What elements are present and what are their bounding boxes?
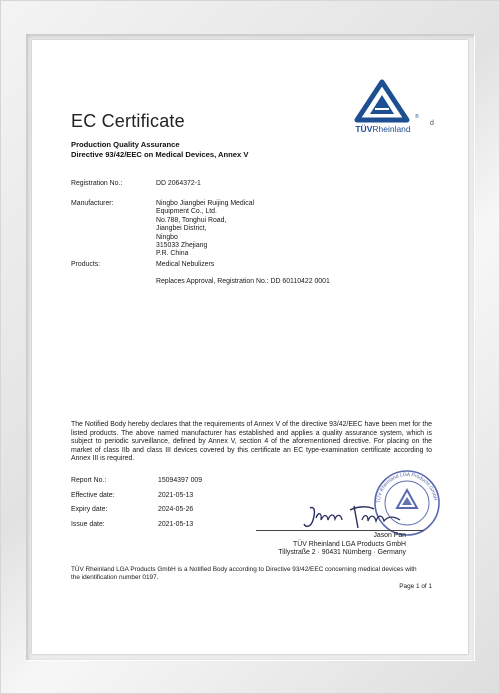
signer-organization: TÜV Rheinland LGA Products GmbH [293,540,406,548]
report-label: Report No.: [71,477,107,484]
certificate-subtitle [71,140,248,160]
brand-light: Rheinland [372,124,411,134]
effective-date-value: 2021-05-13 [158,492,194,499]
manufacturer-line: 315033 Zhejiang [156,242,208,250]
effective-date-label: Effective date: [71,492,115,499]
manufacturer-line: Jiangbei District, [156,225,207,233]
registration-value: DD 2064372-1 [156,180,201,187]
manufacturer-label: Manufacturer: [71,200,114,207]
manufacturer-line: No.788, Tonghui Road, [156,216,227,224]
tuv-brand-name [346,124,420,134]
signer-address: Tillystraße 2 · 90431 Nürnberg · Germany [278,549,406,557]
registered-mark: ® [415,114,419,120]
notified-body-footer: TÜV Rheinland LGA Products GmbH is a Notified Body according to Directive 93/42/EEC concerning medical devices with the identification number 0197. [71,566,417,582]
issue-date-label: Issue date: [71,521,105,528]
signer-name: Jason Pan [373,532,406,539]
seal-text: TÜV Rheinland LGA Products GmbH [375,471,438,504]
manufacturer-line: Equipment Co., Ltd. [156,208,217,216]
manufacturer-address [156,200,254,259]
subtitle-line-2: Directive 93/42/EEC on Medical Devices, Annex V [71,150,249,159]
brand-bold: TÜV [355,124,373,134]
subtitle-line-1: Production Quality Assurance [71,140,180,149]
report-value: 15094397 009 [158,477,203,484]
signature-line [256,530,424,531]
registration-label: Registration No.: [71,180,123,187]
manufacturer-line: Ningbo Jiangbei Ruijing Medical [156,200,255,207]
replaces-approval: Replaces Approval, Registration No.: DD 60110422 0001 [156,278,330,285]
manufacturer-line: Ningbo [156,233,178,241]
manufacturer-line: P.R. China [156,250,189,258]
page-number: Page 1 of 1 [399,583,432,590]
declaration-paragraph: The Notified Body hereby declares that the requirements of Annex V of the directive 93/42/EEC have been met for the listed products. The above named manufacturer has established and applies a quality assurance system, which is subject to periodic surveillance, defined by Annex V, section 4 of the aforementioned directive. For placing on the market of class IIb and class III devices covered by this certificate an EC type-examination certificate according to Annex III is required. [71,421,432,462]
edge-mark: d [430,120,434,127]
expiry-date-value: 2024-05-26 [158,506,194,513]
issue-date-value: 2021-05-13 [158,521,194,528]
expiry-date-label: Expiry date: [71,506,108,513]
products-label: Products: [71,261,101,268]
handwritten-signature-icon [300,500,408,534]
products-value: Medical Nebulizers [156,261,215,268]
signer-block [256,532,406,558]
certificate-title: EC Certificate [71,111,185,131]
